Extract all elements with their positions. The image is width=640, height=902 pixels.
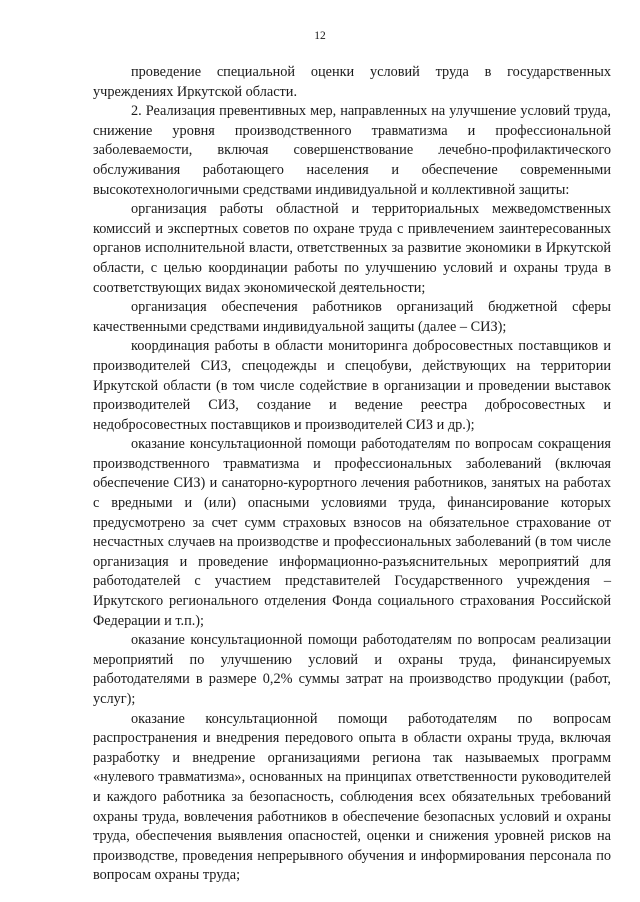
paragraph-6: оказание консультационной помощи работодателям по вопросам сокращения производственного травматизма и профессиональных заболеваний (включая обеспечение СИЗ) и санаторно-курортного лечения работников, занятых на работах с вредными и (или) опасными условиями труда, финансирование которых предусмотрено за счет сумм страховых взносов на обязательное страхование от несчастных случаев на производстве и профессиональных заболеваний (в том числе организация и проведение информационно-разъяснительных мероприятий для работодателей с участием представителей Государственного учреждения – Иркутского регионального отделения Фонда социального страхования Российской Федерации и т.п.);	[93, 436, 611, 629]
paragraph-2: 2. Реализация превентивных мер, направленных на улучшение условий труда, снижение уровня производственного травматизма и профессиональной заболеваемости, включая совершенствование лечебно-профилактического обслуживания работающего населения и обеспечение современными высокотехнологичными средствами индивидуальной и коллективной защиты:	[93, 103, 611, 198]
paragraph-3: организация работы областной и территориальных межведомственных комиссий и экспертных советов по охране труда с привлечением заинтересованных органов исполнительной власти, ответственных за развитие экономики в Иркутской области, с целью координации работы по улучшению условий и охраны труда в соответствующих видах экономической деятельности;	[93, 201, 611, 296]
page-number: 12	[314, 30, 326, 42]
document-body	[93, 63, 611, 886]
paragraph-5: координация работы в области мониторинга добросовестных поставщиков и производителей СИЗ, спецодежды и спецобуви, действующих на территории Иркутской области (в том числе содействие в организации и проведении выставок производителей СИЗ, создание и ведение реестра добросовестных и недобросовестных поставщиков и производителей СИЗ и др.);	[93, 338, 611, 433]
paragraph-4: организация обеспечения работников организаций бюджетной сферы качественными средствами индивидуальной защиты (далее – СИЗ);	[93, 299, 611, 335]
paragraph-1: проведение специальной оценки условий труда в государственных учреждениях Иркутской области.	[93, 64, 611, 100]
paragraph-8: оказание консультационной помощи работодателям по вопросам распространения и внедрения передового опыта в области охраны труда, включая разработку и внедрение организациями региона так называемых программ «нулевого травматизма», основанных на принципах ответственности руководителей и каждого работника за безопасность, соблюдения всех обязательных требований охраны труда, вовлечения работников в обеспечение безопасных условий и охраны труда, обеспечения выявления опасностей, оценки и снижения уровней рисков на производстве, проведения непрерывного обучения и информирования персонала по вопросам охраны труда;	[93, 710, 611, 884]
paragraph-7: оказание консультационной помощи работодателям по вопросам реализации мероприятий по улучшению условий и охраны труда, финансируемых работодателями в размере 0,2% суммы затрат на производство продукции (работ, услуг);	[93, 632, 611, 707]
